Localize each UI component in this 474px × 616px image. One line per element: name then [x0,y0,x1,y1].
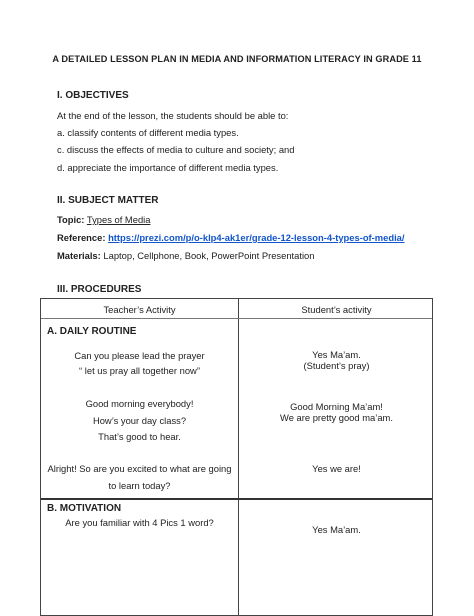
materials-value: Laptop, Cellphone, Book, PowerPoint Presentation [103,250,315,261]
student-line: Good Morning Ma’am! [290,401,383,412]
procedures-table [40,298,433,616]
document-title: A DETAILED LESSON PLAN IN MEDIA AND INFORMATION LITERACY IN GRADE 11 [52,54,422,64]
teacher-line: That’s good to hear. [98,431,181,442]
student-line: Yes Ma’am. [312,349,361,360]
header-row-divider [41,318,432,319]
reference-line [57,232,405,243]
teacher-line: Are you familiar with 4 Pics 1 word? [65,517,214,528]
student-line: We are pretty good ma’am. [280,412,393,423]
student-line: Yes we are! [312,463,361,474]
teacher-line: “ let us pray all together now” [79,365,200,376]
objective-item: c. discuss the effects of media to culture and society; and [57,144,295,155]
materials-label: Materials: [57,250,101,261]
student-line: Yes Ma’am. [312,524,361,535]
objectives-heading: I. OBJECTIVES [57,90,129,101]
motivation-heading: B. MOTIVATION [47,503,122,514]
student-activity-header: Student’s activity [301,304,372,315]
procedures-heading: III. PROCEDURES [57,284,142,295]
section-divider [41,498,432,500]
teacher-line: Alright! So are you excited to what are going [47,463,232,474]
objectives-intro: At the end of the lesson, the students should be able to: [57,110,289,121]
column-divider [238,299,239,615]
teacher-line: How’s your day class? [92,415,187,426]
objective-item: a. classify contents of different media types. [57,127,239,138]
reference-label: Reference: [57,232,106,243]
topic-line [57,214,150,225]
subject-matter-heading: II. SUBJECT MATTER [57,195,159,206]
daily-routine-heading: A. DAILY ROUTINE [47,326,137,337]
reference-link[interactable]: https://prezi.com/p/o-klp4-ak1er/grade-12-lesson-4-types-of-media/ [108,232,405,243]
teacher-line: Good morning everybody! [85,398,194,409]
student-line: (Student’s pray) [303,360,370,371]
topic-label: Topic: [57,214,85,225]
teacher-line: to learn today? [108,480,171,491]
topic-value: Types of Media [86,214,151,225]
teacher-line: Can you please lead the prayer [74,350,205,361]
materials-line [57,250,314,261]
objective-item: d. appreciate the importance of different media types. [57,162,279,173]
teacher-activity-header: Teacher’s Activity [103,304,176,315]
